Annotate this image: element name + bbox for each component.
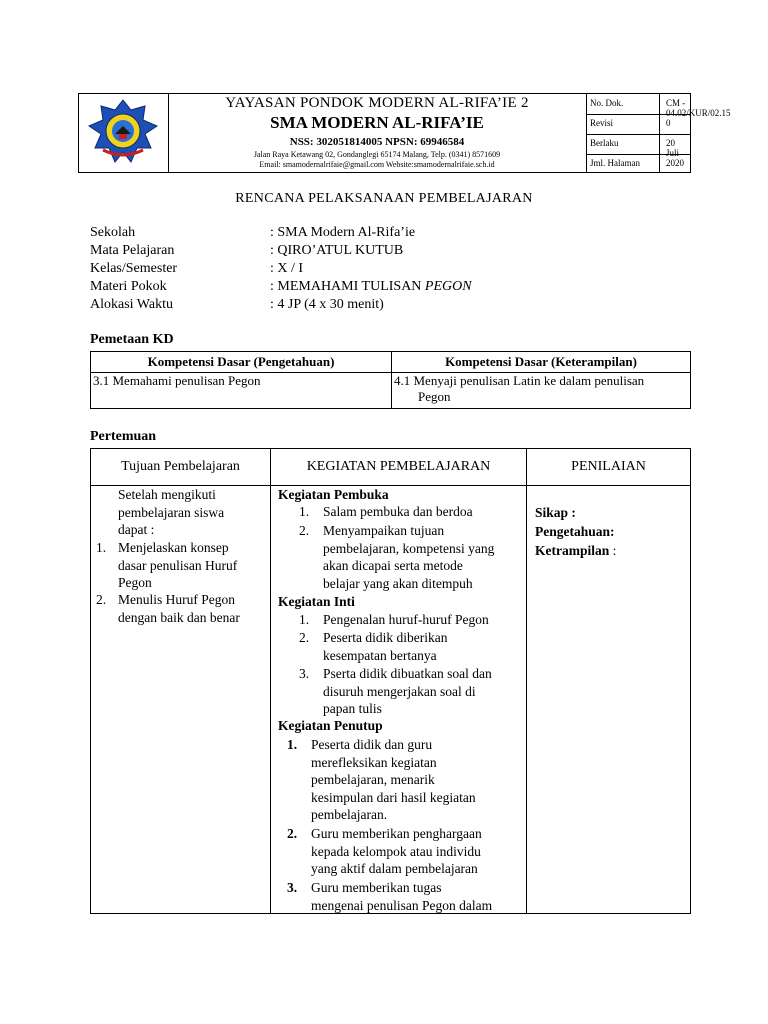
list-number: 3. bbox=[299, 666, 310, 681]
list-line: Pegon bbox=[118, 575, 152, 591]
list-number: 2. bbox=[287, 826, 298, 841]
kegiatan-item bbox=[287, 879, 492, 914]
info-value-italic: PEGON bbox=[424, 279, 472, 294]
kd-knowledge: 3.1 Memahami penulisan Pegon bbox=[91, 373, 392, 409]
info-value: : QIRO’ATUL KUTUB bbox=[270, 243, 404, 258]
list-number: 1. bbox=[287, 737, 298, 752]
pertemuan-header: KEGIATAN PEMBELAJARAN bbox=[306, 459, 491, 474]
foundation-name: YAYASAN PONDOK MODERN AL-RIFA’IE 2 bbox=[225, 95, 529, 111]
info-label: Sekolah bbox=[90, 225, 136, 240]
kd-skill-line: Pegon bbox=[418, 389, 451, 404]
school-identity bbox=[168, 94, 587, 172]
list-line: pembelajaran, kompetensi yang bbox=[323, 540, 495, 556]
list-line: Salam pembuka dan berdoa bbox=[323, 504, 473, 519]
list-line: Menyampaikan tujuan bbox=[323, 523, 445, 538]
pertemuan-header: Tujuan Pembelajaran bbox=[121, 459, 240, 474]
document-meta bbox=[586, 94, 731, 172]
kegiatan-item bbox=[299, 665, 492, 718]
meta-key: Berlaku bbox=[590, 138, 619, 148]
tujuan-item bbox=[96, 591, 240, 626]
list-number: 1. bbox=[299, 612, 310, 627]
kd-skill-line: 4.1 Menyaji penulisan Latin ke dalam penulisan bbox=[394, 373, 645, 388]
school-logo-icon bbox=[79, 94, 168, 172]
info-label: Kelas/Semester bbox=[90, 261, 178, 276]
list-line: pembelajaran, menarik bbox=[311, 772, 435, 788]
kd-section-title: Pemetaan KD bbox=[90, 332, 174, 347]
meta-value: 0 bbox=[666, 118, 671, 128]
list-line: Peserta didik dan guru bbox=[311, 737, 433, 752]
info-label: Materi Pokok bbox=[90, 279, 167, 294]
kegiatan-item bbox=[299, 503, 473, 521]
kd-header: Kompetensi Dasar (Keterampilan) bbox=[392, 352, 691, 373]
info-value: : SMA Modern Al-Rifa’ie bbox=[270, 225, 416, 240]
kegiatan-item bbox=[299, 629, 447, 664]
kegiatan-item bbox=[299, 522, 494, 592]
penilaian-list bbox=[535, 503, 616, 560]
tujuan-intro-line: Setelah mengikuti bbox=[118, 487, 216, 502]
meta-value: CM - 04.02/KUR/02.15 bbox=[666, 98, 731, 118]
list-line: kepada kelompok atau individu bbox=[311, 843, 481, 859]
list-line: Guru memberikan penghargaan bbox=[311, 826, 482, 841]
penilaian-label: Pengetahuan: bbox=[535, 524, 615, 539]
list-number: 1. bbox=[96, 540, 107, 555]
list-line: mengenai penulisan Pegon dalam bbox=[311, 897, 493, 913]
document-header bbox=[78, 93, 731, 173]
list-line: pembelajaran. bbox=[311, 807, 388, 823]
list-line: disuruh mengerjakan soal di bbox=[323, 683, 476, 699]
meta-key: Jml. Halaman bbox=[590, 158, 640, 168]
kegiatan-item bbox=[287, 736, 476, 824]
kegiatan-pembuka-title: Kegiatan Pembuka bbox=[278, 487, 389, 502]
list-line: Menulis Huruf Pegon bbox=[118, 592, 235, 607]
list-line: Pengenalan huruf-huruf Pegon bbox=[323, 612, 489, 627]
tujuan-intro-line: pembelajaran siswa bbox=[118, 504, 225, 520]
list-number: 2. bbox=[96, 592, 107, 607]
list-line: kesempatan bertanya bbox=[323, 647, 437, 663]
meta-value: 20 Juli 2020 bbox=[666, 138, 684, 168]
list-number: 2. bbox=[299, 523, 310, 538]
tujuan-intro-line: dapat : bbox=[118, 522, 155, 538]
list-number: 2. bbox=[299, 630, 310, 645]
list-line: dengan baik dan benar bbox=[118, 609, 240, 625]
tujuan-item bbox=[96, 539, 237, 592]
penilaian-rest: : bbox=[609, 543, 617, 558]
info-label: Mata Pelajaran bbox=[90, 243, 175, 258]
kegiatan-item bbox=[287, 825, 482, 878]
info-value: : X / I bbox=[270, 261, 304, 276]
list-number: 1. bbox=[299, 504, 310, 519]
list-line: Menjelaskan konsep bbox=[118, 540, 229, 555]
school-email: Email: smamodernalrifaie@gmail.com Website:smamodernalrifaie.sch.id bbox=[259, 160, 495, 169]
list-line: belajar yang akan ditempuh bbox=[323, 575, 473, 591]
list-line: kesimpulan dari hasil kegiatan bbox=[311, 789, 476, 805]
school-name: SMA MODERN AL-RIFA’IE bbox=[270, 113, 484, 132]
info-value: : MEMAHAMI TULISAN bbox=[270, 279, 425, 294]
penilaian-label: Sikap : bbox=[535, 505, 576, 520]
meta-key: Revisi bbox=[590, 118, 614, 128]
list-line: akan dicapai serta metode bbox=[323, 558, 463, 574]
tujuan-intro bbox=[118, 486, 224, 539]
list-line: merefleksikan kegiatan bbox=[311, 754, 437, 770]
kd-table bbox=[90, 351, 691, 409]
list-line: Guru memberikan tugas bbox=[311, 880, 442, 895]
info-value: : 4 JP (4 x 30 menit) bbox=[270, 297, 384, 312]
list-line: dasar penulisan Huruf bbox=[118, 557, 238, 573]
penilaian-label: Ketrampilan bbox=[535, 543, 610, 558]
pertemuan-section-title: Pertemuan bbox=[90, 429, 157, 444]
kd-header: Kompetensi Dasar (Pengetahuan) bbox=[91, 352, 392, 373]
pertemuan-header: PENILAIAN bbox=[571, 459, 646, 474]
pertemuan-table bbox=[90, 448, 691, 914]
kegiatan-inti-title: Kegiatan Inti bbox=[278, 594, 355, 609]
school-address: Jalan Raya Ketawang 02, Gondanglegi 65174 Malang, Telp. (0341) 8571609 bbox=[253, 150, 501, 159]
list-line: yang aktif dalam pembelajaran bbox=[311, 861, 478, 877]
document-title: RENCANA PELAKSANAAN PEMBELAJARAN bbox=[235, 191, 533, 206]
kegiatan-item bbox=[299, 611, 489, 629]
info-label: Alokasi Waktu bbox=[90, 297, 173, 312]
meta-key: No. Dok. bbox=[590, 98, 624, 108]
kegiatan-penutup-title: Kegiatan Penutup bbox=[278, 718, 383, 733]
list-line: Pserta didik dibuatkan soal dan bbox=[323, 666, 492, 681]
list-line: papan tulis bbox=[323, 701, 382, 717]
list-line: Peserta didik diberikan bbox=[323, 630, 448, 645]
list-number: 3. bbox=[287, 880, 298, 895]
nss-npsn: NSS: 302051814005 NPSN: 69946584 bbox=[289, 136, 465, 148]
kd-skill bbox=[392, 373, 691, 409]
school-logo-cell bbox=[79, 94, 169, 172]
